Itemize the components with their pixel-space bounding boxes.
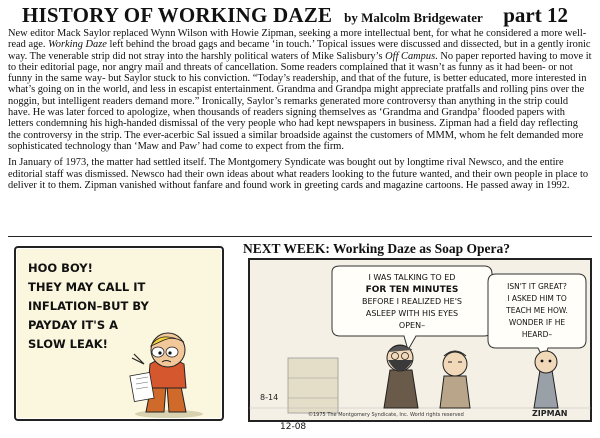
comic2-character-sleeping bbox=[440, 351, 470, 408]
balloon2-line-3: TEACH ME HOW. bbox=[506, 306, 568, 315]
part-number: part 12 bbox=[503, 3, 568, 27]
balloon1-line-5: OPEN– bbox=[398, 321, 426, 330]
balloon2-line-1: ISN'T IT GREAT? bbox=[507, 282, 567, 291]
balloon1-line-2: FOR TEN MINUTES bbox=[365, 285, 459, 295]
balloon2-line-4: WONDER IF HE bbox=[508, 318, 566, 327]
title-text: HISTORY OF WORKING DAZE bbox=[22, 3, 333, 27]
strip-date: 8-14 bbox=[260, 393, 279, 402]
strip-copyright: ©1975 The Montgomery Syndicate, Inc. World rights reserved bbox=[308, 412, 464, 418]
comic-panel-office bbox=[248, 258, 592, 422]
balloon1-line-3: BEFORE I REALIZED HE'S bbox=[362, 297, 462, 306]
page-number: 12-08 bbox=[280, 422, 307, 432]
comic-panel-inflation bbox=[14, 246, 224, 421]
artist-signature: ZIPMAN bbox=[532, 409, 568, 418]
p1-strip-title: Working Daze bbox=[48, 39, 107, 51]
balloon1-line-4: ASLEEP WITH HIS EYES bbox=[365, 309, 459, 318]
article-body bbox=[8, 28, 592, 196]
comic1-line-4: PAYDAY IT'S A bbox=[28, 318, 119, 332]
paragraph-1 bbox=[8, 28, 592, 152]
balloon1-line-1: I WAS TALKING TO ED bbox=[368, 273, 456, 282]
balloon2-line-2: I ASKED HIM TO bbox=[507, 294, 567, 303]
next-week-teaser: NEXT WEEK: Working Daze as Soap Opera? bbox=[243, 241, 511, 256]
paragraph-2: In January of 1973, the matter had settled itself. The Montgomery Syndicate was bought out by longtime rival Newsco, and the entire editorial staff was dismissed. Newsco had their own ideas about what readers looking to the future wanted, and their own people in place to deliver it to them. Zipman vanished without fanfare and found work in greeting cards and magazine cartoons. He passed away in 1992. bbox=[8, 157, 589, 191]
p1-text-e: . No paper reported having to move it to their editorial page, nor angry mail and threats of cancellation. Some readers complained that it wasn’t as funny as it had been- or not funny in the same way- but Saylor stuck to his conviction. “Today’s readership, and that of the future, is better educated, more interested in what’s going on in the world, and less in escapist entertainment. Grandma and Grandpa might appreciate pratfalls and rolling pins over the noggin, but intelligent readers demand more.” Ironically, Saylor’s remarks generated more controversy than anything in the strip could have. He was later forced to apologize, when thousands of readers signing themselves as ‘Grandma and Grandpa’ flooded papers with letters condemning his high-handed dismissal of the very people who had kept newspapers in business. Zipman had a field day reflecting the controversy in the strip. The ever-acerbic Sal issued a similar broadside against the customers of MMM, whom he felt demanded more sophisticated technology than ‘Maw and Paw’ had come to expect from the firm. bbox=[8, 50, 592, 152]
comic1-line-5: SLOW LEAK! bbox=[28, 337, 108, 351]
byline: by Malcolm Bridgewater bbox=[344, 10, 483, 25]
p1-text-c: left behind the broad gags and became ‘in touch.’ Topical issues were discussed and dissected, but in a gently ironic way. The venerable strip did not stray into the harshly political waters of Mike Salisbury’s bbox=[8, 39, 591, 62]
comic2-character-bearded bbox=[384, 345, 418, 408]
section-divider bbox=[8, 236, 592, 237]
p1-other-strip-title: Off Campus bbox=[385, 50, 436, 62]
comic1-line-2: THEY MAY CALL IT bbox=[28, 280, 146, 294]
p1-text-a: New editor Mack Saylor replaced Wynn Wilson with Howie Zipman, seeking a more intellectual bent, for what he considered a more well-read age. bbox=[8, 28, 587, 51]
balloon2-line-5: HEARD– bbox=[521, 330, 553, 339]
page-title bbox=[22, 3, 582, 27]
comic1-line-1: HOO BOY! bbox=[28, 261, 93, 275]
file-cabinet bbox=[288, 358, 338, 413]
comic1-line-3: INFLATION–BUT BY bbox=[28, 299, 149, 313]
